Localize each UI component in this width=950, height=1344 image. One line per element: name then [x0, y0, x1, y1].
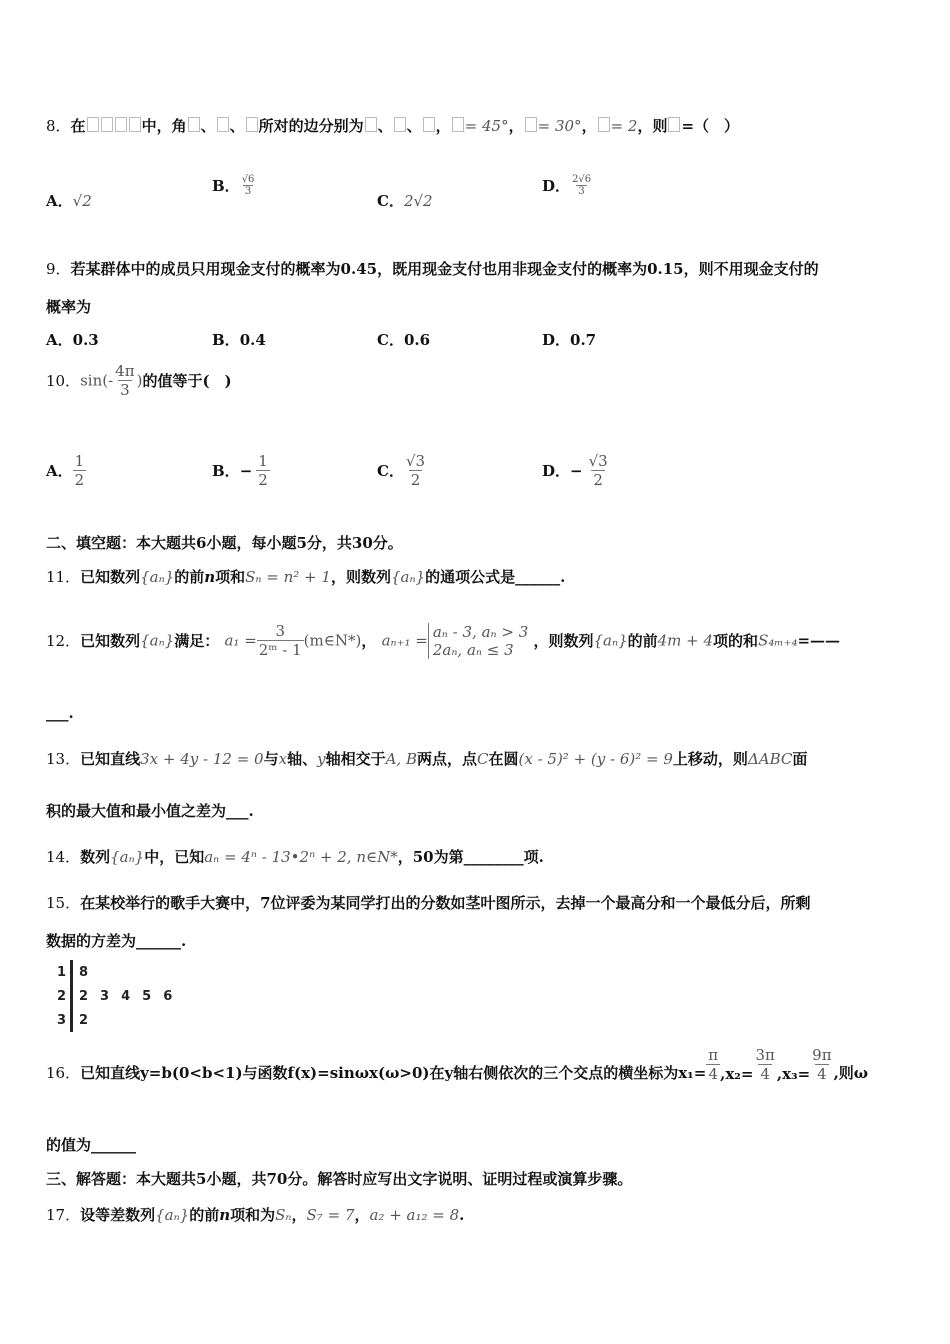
- section-2-heading: 二、填空题：本大题共6小题，每小题5分，共30分。: [46, 534, 403, 552]
- q8-option-c: C．2√2: [377, 192, 433, 210]
- q8-option-d: D． $\frac{2√6}{3}$: [542, 174, 592, 197]
- q9-option-c: C．0.6: [377, 331, 431, 349]
- q15-line1: 15．在某校举行的歌手大赛中，7位评委为某同学打出的分数如茎叶图所示，去掉一个最高分和一个最低分后，所剩: [46, 894, 811, 912]
- q9-option-d: D．0.7: [542, 331, 597, 349]
- q12-line2: ___.: [46, 704, 74, 722]
- q8-option-a: A．√2: [46, 192, 92, 210]
- stem-leaf-plot: [52, 960, 184, 1032]
- q14-stem: 14．数列{aₙ}中，已知aₙ = 4ⁿ - 13•2ⁿ + 2, n∈N*，50为第________项.: [46, 848, 544, 866]
- q9-line2: 概率为: [46, 298, 92, 316]
- q13-line2: 积的最大值和最小值之差为___.: [46, 802, 254, 820]
- q10-option-a: A． $\frac{1}{2}$: [46, 452, 85, 489]
- q17-stem: 17．设等差数列{aₙ}的前n项和为Sₙ，S₇ = 7，a₂ + a₁₂ = 8.: [46, 1206, 465, 1224]
- stem-row: 2 2 3 4 5 6: [52, 984, 184, 1008]
- stem-row: 1 8: [52, 960, 184, 984]
- q11-stem: 11．已知数列{aₙ}的前n项和Sₙ = n² + 1，则数列{aₙ}的通项公式是______.: [46, 568, 566, 586]
- q9-option-a: A．0.3: [46, 331, 99, 349]
- q8-number: 8．: [46, 117, 71, 135]
- stem-row: 3 2: [52, 1008, 184, 1032]
- section-3-heading: 三、解答题：本大题共5小题，共70分。解答时应写出文字说明、证明过程或演算步骤。: [46, 1170, 633, 1188]
- q8-option-b: B． $\frac{√6}{3}$: [212, 174, 255, 197]
- q15-line2: 数据的方差为______.: [46, 932, 187, 950]
- q9-line1: 9．若某群体中的成员只用现金支付的概率为0.45，既用现金支付也用非现金支付的概率为0.15，则不用现金支付的: [46, 260, 819, 278]
- q16-stem: 16．已知直线y=b(0<b<1)与函数f(x)=sinωx(ω>0)在y轴右侧依次的三个交点的横坐标为x₁= $\frac{\pi}{4}$ ,x₂= $\frac{3\pi}{4}$ ,x₃= $\frac{9\pi}{4}$ ,则ω: [46, 1046, 869, 1083]
- q10-option-c: C． $\frac{√3}{2}$: [377, 452, 426, 489]
- q13-stem: 13．已知直线3x + 4y - 12 = 0与x轴、y轴相交于A, B两点，点C在圆(x - 5)² + (y - 6)² = 9上移动，则ΔABC面: [46, 750, 808, 768]
- q9-option-b: B．0.4: [212, 331, 266, 349]
- q16-line2: 的值为______: [46, 1136, 137, 1154]
- q8-stem: 8．在 中，角 、 、 所对的边分别为 、 、 ， = 45°， = 30°， = 2，则 =（ ）: [46, 117, 740, 135]
- q10-option-b: B．− $\frac{1}{2}$: [212, 452, 268, 489]
- q12-stem: 12．已知数列{aₙ}满足： a₁ = $\frac{3}{\text{2ᵐ - 1}}$ (m∈N*)， aₙ₊₁ = aₙ - 3, aₙ > 3 2aₙ, aₙ ≤ 3 ，则数列{aₙ}的前4m + 4项的和S₄ₘ₊₄=——: [46, 622, 841, 659]
- q10-stem: 10．sin(- $\frac{4\pi}{3}$ )的值等于( ): [46, 362, 232, 399]
- q10-option-d: D．− $\frac{√3}{2}$: [542, 452, 608, 489]
